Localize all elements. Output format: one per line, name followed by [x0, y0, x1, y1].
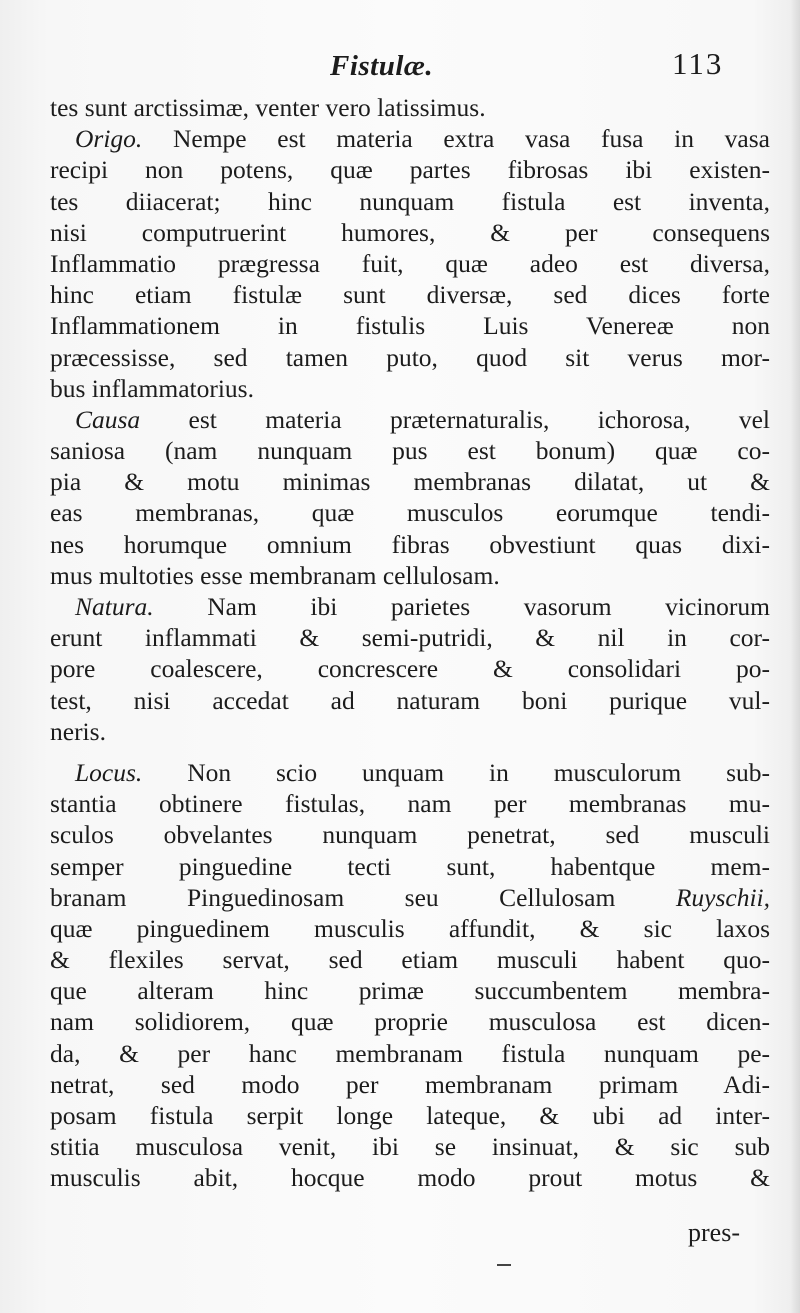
text-line: Origo. Nempe est materia extra vasa fusa in vasa — [75, 124, 770, 154]
running-title: Fistulæ. — [330, 50, 434, 82]
page-edge-shadow — [790, 0, 800, 1313]
text-line: test, nisi accedat ad naturam boni purique vul- — [50, 685, 770, 715]
text-line: Causa est materia præternaturalis, ichorosa, vel — [75, 404, 770, 434]
text-line: tes diiacerat; hinc nunquam fistula est inventa, — [50, 186, 770, 216]
catchword: pres- — [688, 1218, 740, 1247]
printer-mark — [497, 1264, 511, 1266]
text-line: sculos obvelantes nunquam penetrat, sed musculi — [50, 820, 770, 850]
text-line: nam solidiorem, quæ proprie musculosa est dicen- — [50, 1007, 770, 1037]
ruyschii-name: Ruyschii, — [675, 882, 771, 912]
text-line: & flexiles servat, sed etiam musculi habent quo- — [50, 945, 770, 975]
text-line: neris. — [50, 716, 106, 746]
text-line: bus inflammatorius. — [50, 373, 254, 403]
text-line: hinc etiam fistulæ sunt diversæ, sed dices forte — [50, 280, 770, 310]
subheading-natura: Natura. — [75, 592, 154, 621]
subheading-locus: Locus. — [75, 757, 143, 787]
text-line: nes horumque omnium fibras obvestiunt quas dixi- — [50, 529, 770, 559]
text-line: pore coalescere, concrescere & consolidari po- — [50, 654, 770, 684]
text-line: Locus. Non scio unquam in musculorum sub- — [75, 757, 770, 787]
text-line: erunt inflammati & semi-putridi, & nil in cor- — [50, 623, 770, 653]
text-line: stitia musculosa venit, ibi se insinuat, & sic sub — [50, 1132, 770, 1162]
paragraph-gap — [50, 747, 770, 757]
text-line: saniosa (nam nunquam pus est bonum) quæ co- — [50, 436, 770, 466]
text-line: da, & per hanc membranam fistula nunquam pe- — [50, 1038, 770, 1068]
text-line: Inflammatio prægressa fuit, quæ adeo est diversa, — [50, 248, 770, 278]
subheading-causa: Causa — [75, 404, 141, 434]
text-line: recipi non potens, quæ partes fibrosas ibi existen- — [50, 155, 770, 185]
text-line: Inflammationem in fistulis Luis Venereæ non — [50, 311, 770, 341]
text-line: mus multoties esse membranam cellulosam. — [50, 560, 500, 590]
text-line: quæ pinguedinem musculis affundit, & sic laxos — [50, 913, 770, 943]
text-line: semper pinguedine tecti sunt, habentque mem- — [50, 851, 770, 881]
subheading-origo: Origo. — [75, 124, 143, 154]
text-line: netrat, sed modo per membranam primam Adi- — [50, 1069, 770, 1099]
text-line: nisi computruerint humores, & per consequens — [50, 217, 770, 247]
text-line: musculis abit, hocque modo prout motus & — [50, 1163, 770, 1193]
running-head — [0, 46, 800, 86]
text-line: pia & motu minimas membranas dilatat, ut & — [50, 467, 770, 497]
text-line: tes sunt arctissimæ, venter vero latissimus. — [50, 93, 486, 122]
page-number: 113 — [672, 46, 724, 81]
text-line: stantia obtinere fistulas, nam per membranas mu- — [50, 789, 770, 819]
text-line: que alteram hinc primæ succumbentem membra- — [50, 976, 770, 1006]
text-line: præcessisse, sed tamen puto, quod sit verus mor- — [50, 342, 770, 372]
body-text — [50, 92, 770, 1256]
text-line — [50, 1194, 770, 1225]
text-line: eas membranas, quæ musculos eorumque tendi- — [50, 498, 770, 528]
text-line: posam fistula serpit longe lateque, & ubi ad inter- — [50, 1101, 770, 1130]
text-line: branam Pinguedinosam seu Cellulosam Ruyschii, — [50, 882, 771, 912]
text-line — [50, 1225, 770, 1256]
text-line: Natura. Nam ibi parietes vasorum vicinorum — [75, 592, 770, 621]
